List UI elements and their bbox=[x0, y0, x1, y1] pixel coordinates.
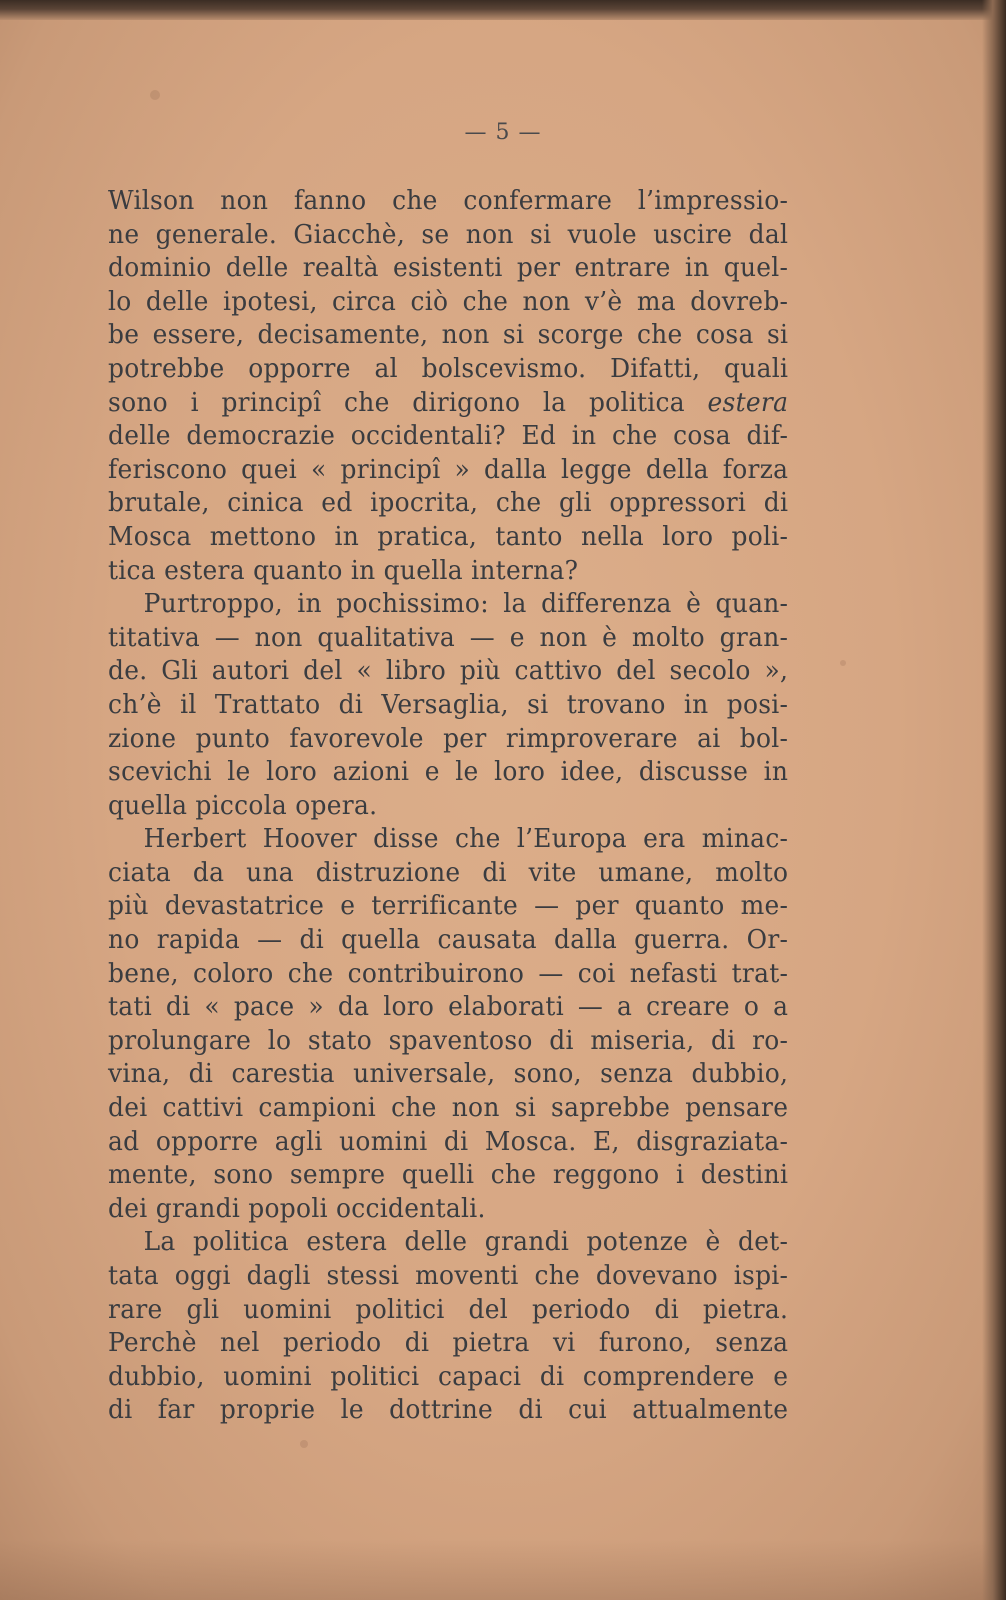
text-line: Purtroppo, in pochissimo: la differenza è quan- bbox=[143, 588, 789, 620]
text-line: Wilson non fanno che confermare l’impressio- bbox=[108, 185, 789, 216]
text-line: dei cattivi campioni che non si saprebbe pensare bbox=[108, 1092, 789, 1124]
text-line: bene, coloro che contribuirono — coi nefasti trat- bbox=[108, 957, 789, 989]
text-line: più devastatrice e terrificante — per quanto me- bbox=[108, 890, 789, 922]
text-line: feriscono quei « principî » dalla legge della forza bbox=[108, 453, 789, 485]
text-line: Perchè nel periodo di pietra vi furono, senza bbox=[108, 1327, 789, 1359]
text-line: rare gli uomini politici del periodo di pietra. bbox=[108, 1293, 789, 1325]
text-line bbox=[108, 386, 788, 420]
paper-stain bbox=[150, 90, 160, 100]
page-right-edge bbox=[982, 0, 1006, 1600]
text-line-italic-segment: estera bbox=[707, 386, 789, 418]
text-line: La politica estera delle grandi potenze è det- bbox=[143, 1226, 789, 1258]
text-line-segment: sono i principî che dirigono la politica bbox=[108, 386, 708, 418]
text-line: de. Gli autori del « libro più cattivo del secolo », bbox=[108, 655, 789, 687]
text-line: tati di « pace » da loro elaborati — a creare o a bbox=[108, 991, 789, 1023]
paper-stain bbox=[840, 660, 846, 666]
text-line: di far proprie le dottrine di cui attualmente bbox=[108, 1394, 789, 1426]
text-line: Herbert Hoover disse che l’Europa era minac- bbox=[143, 823, 789, 855]
text-line: delle democrazie occidentali? Ed in che cosa dif- bbox=[108, 420, 789, 452]
text-line: tica estera quanto in quella interna? bbox=[108, 554, 579, 586]
text-line: ne generale. Giacchè, se non si vuole uscire dal bbox=[108, 218, 789, 250]
text-line: no rapida — di quella causata dalla guerra. Or- bbox=[108, 924, 789, 956]
text-line: brutale, cinica ed ipocrita, che gli oppressori di bbox=[108, 487, 789, 519]
text-line: zione punto favorevole per rimproverare ai bol- bbox=[108, 722, 789, 754]
paper-stain bbox=[300, 1440, 308, 1448]
page-top-edge bbox=[0, 0, 1006, 20]
text-line: prolungare lo stato spaventoso di miseria, di ro- bbox=[108, 1024, 789, 1056]
text-line: Mosca mettono in pratica, tanto nella loro poli- bbox=[108, 520, 789, 552]
text-line: lo delle ipotesi, circa ciò che non v’è ma dovreb- bbox=[108, 285, 789, 317]
text-line: ch’è il Trattato di Versaglia, si trovano in posi- bbox=[108, 688, 789, 720]
body-text bbox=[108, 184, 788, 1427]
text-line: scevichi le loro azioni e le loro idee, discusse in bbox=[108, 756, 789, 788]
text-line: quella piccola opera. bbox=[108, 789, 378, 821]
text-line: ad opporre agli uomini di Mosca. E, disgraziata- bbox=[108, 1125, 789, 1157]
text-line: dubbio, uomini politici capaci di comprendere e bbox=[108, 1360, 789, 1392]
page-number: — 5 — bbox=[464, 120, 542, 145]
page-bottom-shade bbox=[0, 1540, 1006, 1600]
text-line: be essere, decisamente, non si scorge che cosa si bbox=[108, 319, 789, 351]
text-line: potrebbe opporre al bolscevismo. Difatti, quali bbox=[108, 352, 789, 384]
text-line: dei grandi popoli occidentali. bbox=[108, 1192, 486, 1224]
text-line: ciata da una distruzione di vite umane, molto bbox=[108, 856, 789, 888]
text-line: titativa — non qualitativa — e non è molto gran- bbox=[108, 621, 789, 653]
text-line: tata oggi dagli stessi moventi che dovevano ispi- bbox=[108, 1260, 789, 1291]
text-line: dominio delle realtà esistenti per entrare in quel- bbox=[108, 252, 789, 284]
text-line: mente, sono sempre quelli che reggono i destini bbox=[108, 1159, 789, 1191]
text-line: vina, di carestia universale, sono, senza dubbio, bbox=[108, 1058, 789, 1090]
